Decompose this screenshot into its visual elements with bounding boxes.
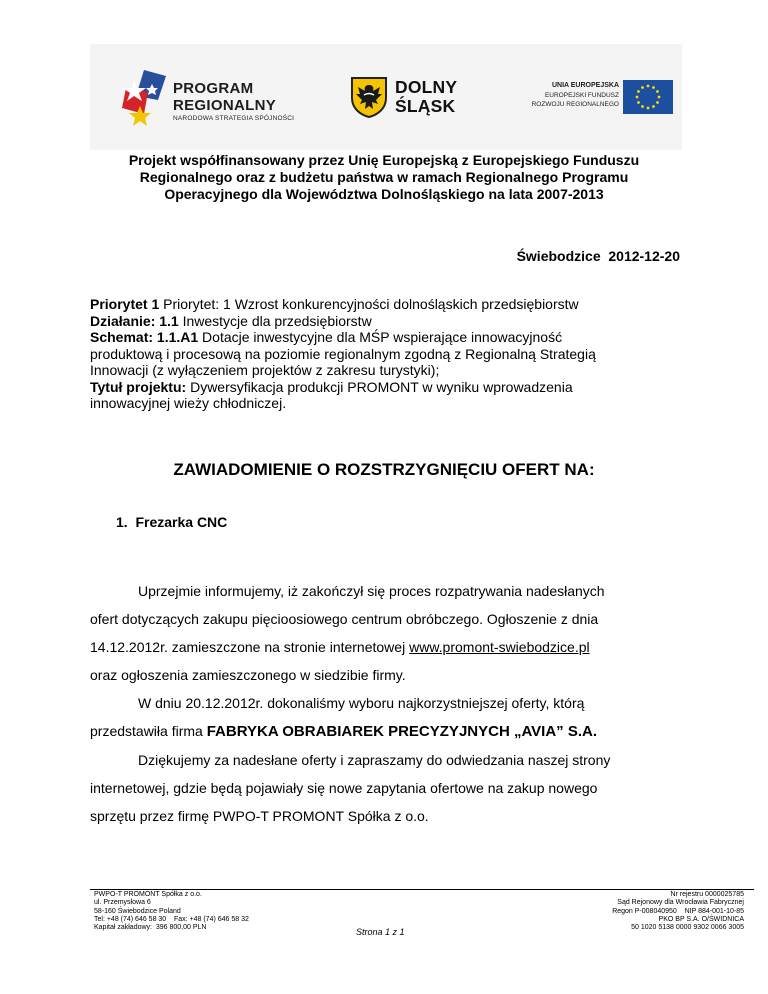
pr-logo-line1: PROGRAM [173, 80, 254, 97]
body-p3-line2: internetowej, gdzie będą pojawiały się nowe zapytania ofertowe na zakup nowego [90, 780, 598, 796]
title-text-2: innowacyjnej wieży chłodniczej. [90, 395, 287, 411]
footer-right-line: Nr rejestru 0000025785 [670, 891, 744, 898]
eu-logo-line3: ROZWOJU REGIONALNEGO [531, 101, 619, 108]
scheme-label: Schemat: 1.1.A1 [90, 329, 199, 345]
winning-company: FABRYKA OBRABIAREK PRECYZYJNYCH „AVIA” S.A. [206, 723, 598, 740]
body-p1-line2: ofert dotyczących zakupu pięcioosiowego centrum obróbczego. Ogłoszenie z dnia [90, 611, 599, 627]
priority-text: Priorytet: 1 Wzrost konkurencyjności dolnośląskich przedsiębiorstw [159, 296, 579, 312]
program-regionalny-star-icon [120, 66, 170, 130]
page-number: Strona 1 z 1 [356, 927, 405, 937]
body-p1-line3-text: 14.12.2012r. zamieszczone na stronie internetowej [90, 639, 410, 655]
body-p1-line4: oraz ogłoszenia zamieszczonego w siedzibie firmy. [90, 667, 406, 683]
eu-logo-line1: UNIA EUROPEJSKA [551, 82, 619, 89]
title-text-1: Dywersyfikacja produkcji PROMONT w wyniku wprowadzenia [186, 378, 573, 395]
footer-left-line: 58-160 Świebodzice Poland [94, 907, 181, 915]
eu-logo-line2: EUROPEJSKI FUNDUSZ [544, 92, 619, 99]
intro-line-2: Regionalnego oraz z budżetu państwa w ramach Regionalnego Programu [139, 169, 629, 185]
title-row [90, 379, 690, 396]
program-regionalny-logo [120, 66, 325, 130]
scheme-text-2: produktową i procesową na poziomie regionalnym zgodną z Regionalną Strategią [90, 345, 596, 362]
footer-registry-info [612, 891, 744, 932]
action-label: Działanie: 1.1 [90, 312, 179, 329]
footer-right-line: Sąd Rejonowy dla Wrocławia Fabrycznej [617, 899, 744, 907]
place-and-date: Świebodzice 2012-12-20 [516, 248, 680, 264]
footer-right-line: Regon P-008040950 NIP 884-001-10-85 [612, 907, 744, 915]
list-item-label: Frezarka CNC [135, 514, 228, 530]
title-label: Tytuł projektu: [90, 378, 187, 395]
pr-logo-line2: REGIONALNY [173, 97, 277, 114]
body-p1-line3 [90, 633, 690, 661]
page-title: ZAWIADOMIENIE O ROZSTRZYGNIĘCIU OFERT NA: [173, 460, 595, 479]
footer-divider [90, 889, 754, 890]
body-p2-line1: W dniu 20.12.2012r. dokonaliśmy wyboru najkorzystniejszej oferty, którą [138, 695, 585, 711]
priority-row [90, 296, 690, 313]
action-text: Inwestycje dla przedsiębiorstw [178, 312, 372, 329]
eagle-shield-icon [350, 76, 388, 118]
body-p3-line1: Dziękujemy za nadesłane oferty i zapraszamy do odwiedzania naszej strony [138, 752, 611, 768]
action-row [90, 313, 690, 330]
ds-logo-line1: DOLNY [395, 77, 458, 97]
eu-flag-icon [623, 80, 673, 114]
body-p2-line2-text: przedstawiła firma [90, 723, 207, 739]
list-item-number: 1. [116, 514, 128, 530]
dolny-slask-logo [350, 76, 480, 118]
priority-label: Priorytet 1 [90, 296, 160, 312]
letter-body [90, 577, 690, 830]
footer-left-line: Tel: +48 (74) 646 58 30 Fax: +48 (74) 646 58 32 [94, 915, 249, 923]
scheme-text-1: Dotacje inwestycyjne dla MŚP wspierające innowacyjność [198, 329, 563, 345]
footer-right-line: PKO BP S.A. O/ŚWIDNICA [658, 915, 744, 923]
footer-right-line: 50 1020 5138 0000 9302 0066 3005 [631, 924, 744, 932]
scheme-row [90, 329, 690, 346]
eu-logo [508, 80, 678, 116]
footer-company-info [94, 891, 249, 932]
pr-logo-line3: NARODOWA STRATEGIA SPÓJNOŚCI [173, 115, 295, 122]
footer-left-line: Kapitał zakładowy: 396 800,00 PLN [94, 924, 207, 932]
project-info [90, 296, 690, 412]
body-p2-line2 [90, 717, 690, 746]
ds-logo-line2: ŚLĄSK [395, 96, 456, 116]
website-link[interactable]: www.promont-swiebodzice.pl [409, 639, 590, 655]
footer-left-line: PWPO-T PROMONT Spółka z o.o. [94, 891, 202, 898]
intro-line-3: Operacyjnego dla Województwa Dolnośląskiego na lata 2007-2013 [164, 186, 604, 202]
body-p1-line1: Uprzejmie informujemy, iż zakończył się proces rozpatrywania nadesłanych [138, 583, 605, 599]
footer-left-line: ul. Przemysłowa 6 [94, 899, 151, 907]
scheme-text-3: Innowacji (z wyłączeniem projektów z zakresu turystyki); [90, 362, 440, 378]
project-funding-statement [60, 152, 708, 203]
intro-line-1: Projekt współfinansowany przez Unię Europejską z Europejskiego Funduszu [128, 152, 640, 168]
body-p3-line3: sprzętu przez firmę PWPO-T PROMONT Spółka z o.o. [90, 808, 429, 824]
list-item [116, 514, 227, 530]
